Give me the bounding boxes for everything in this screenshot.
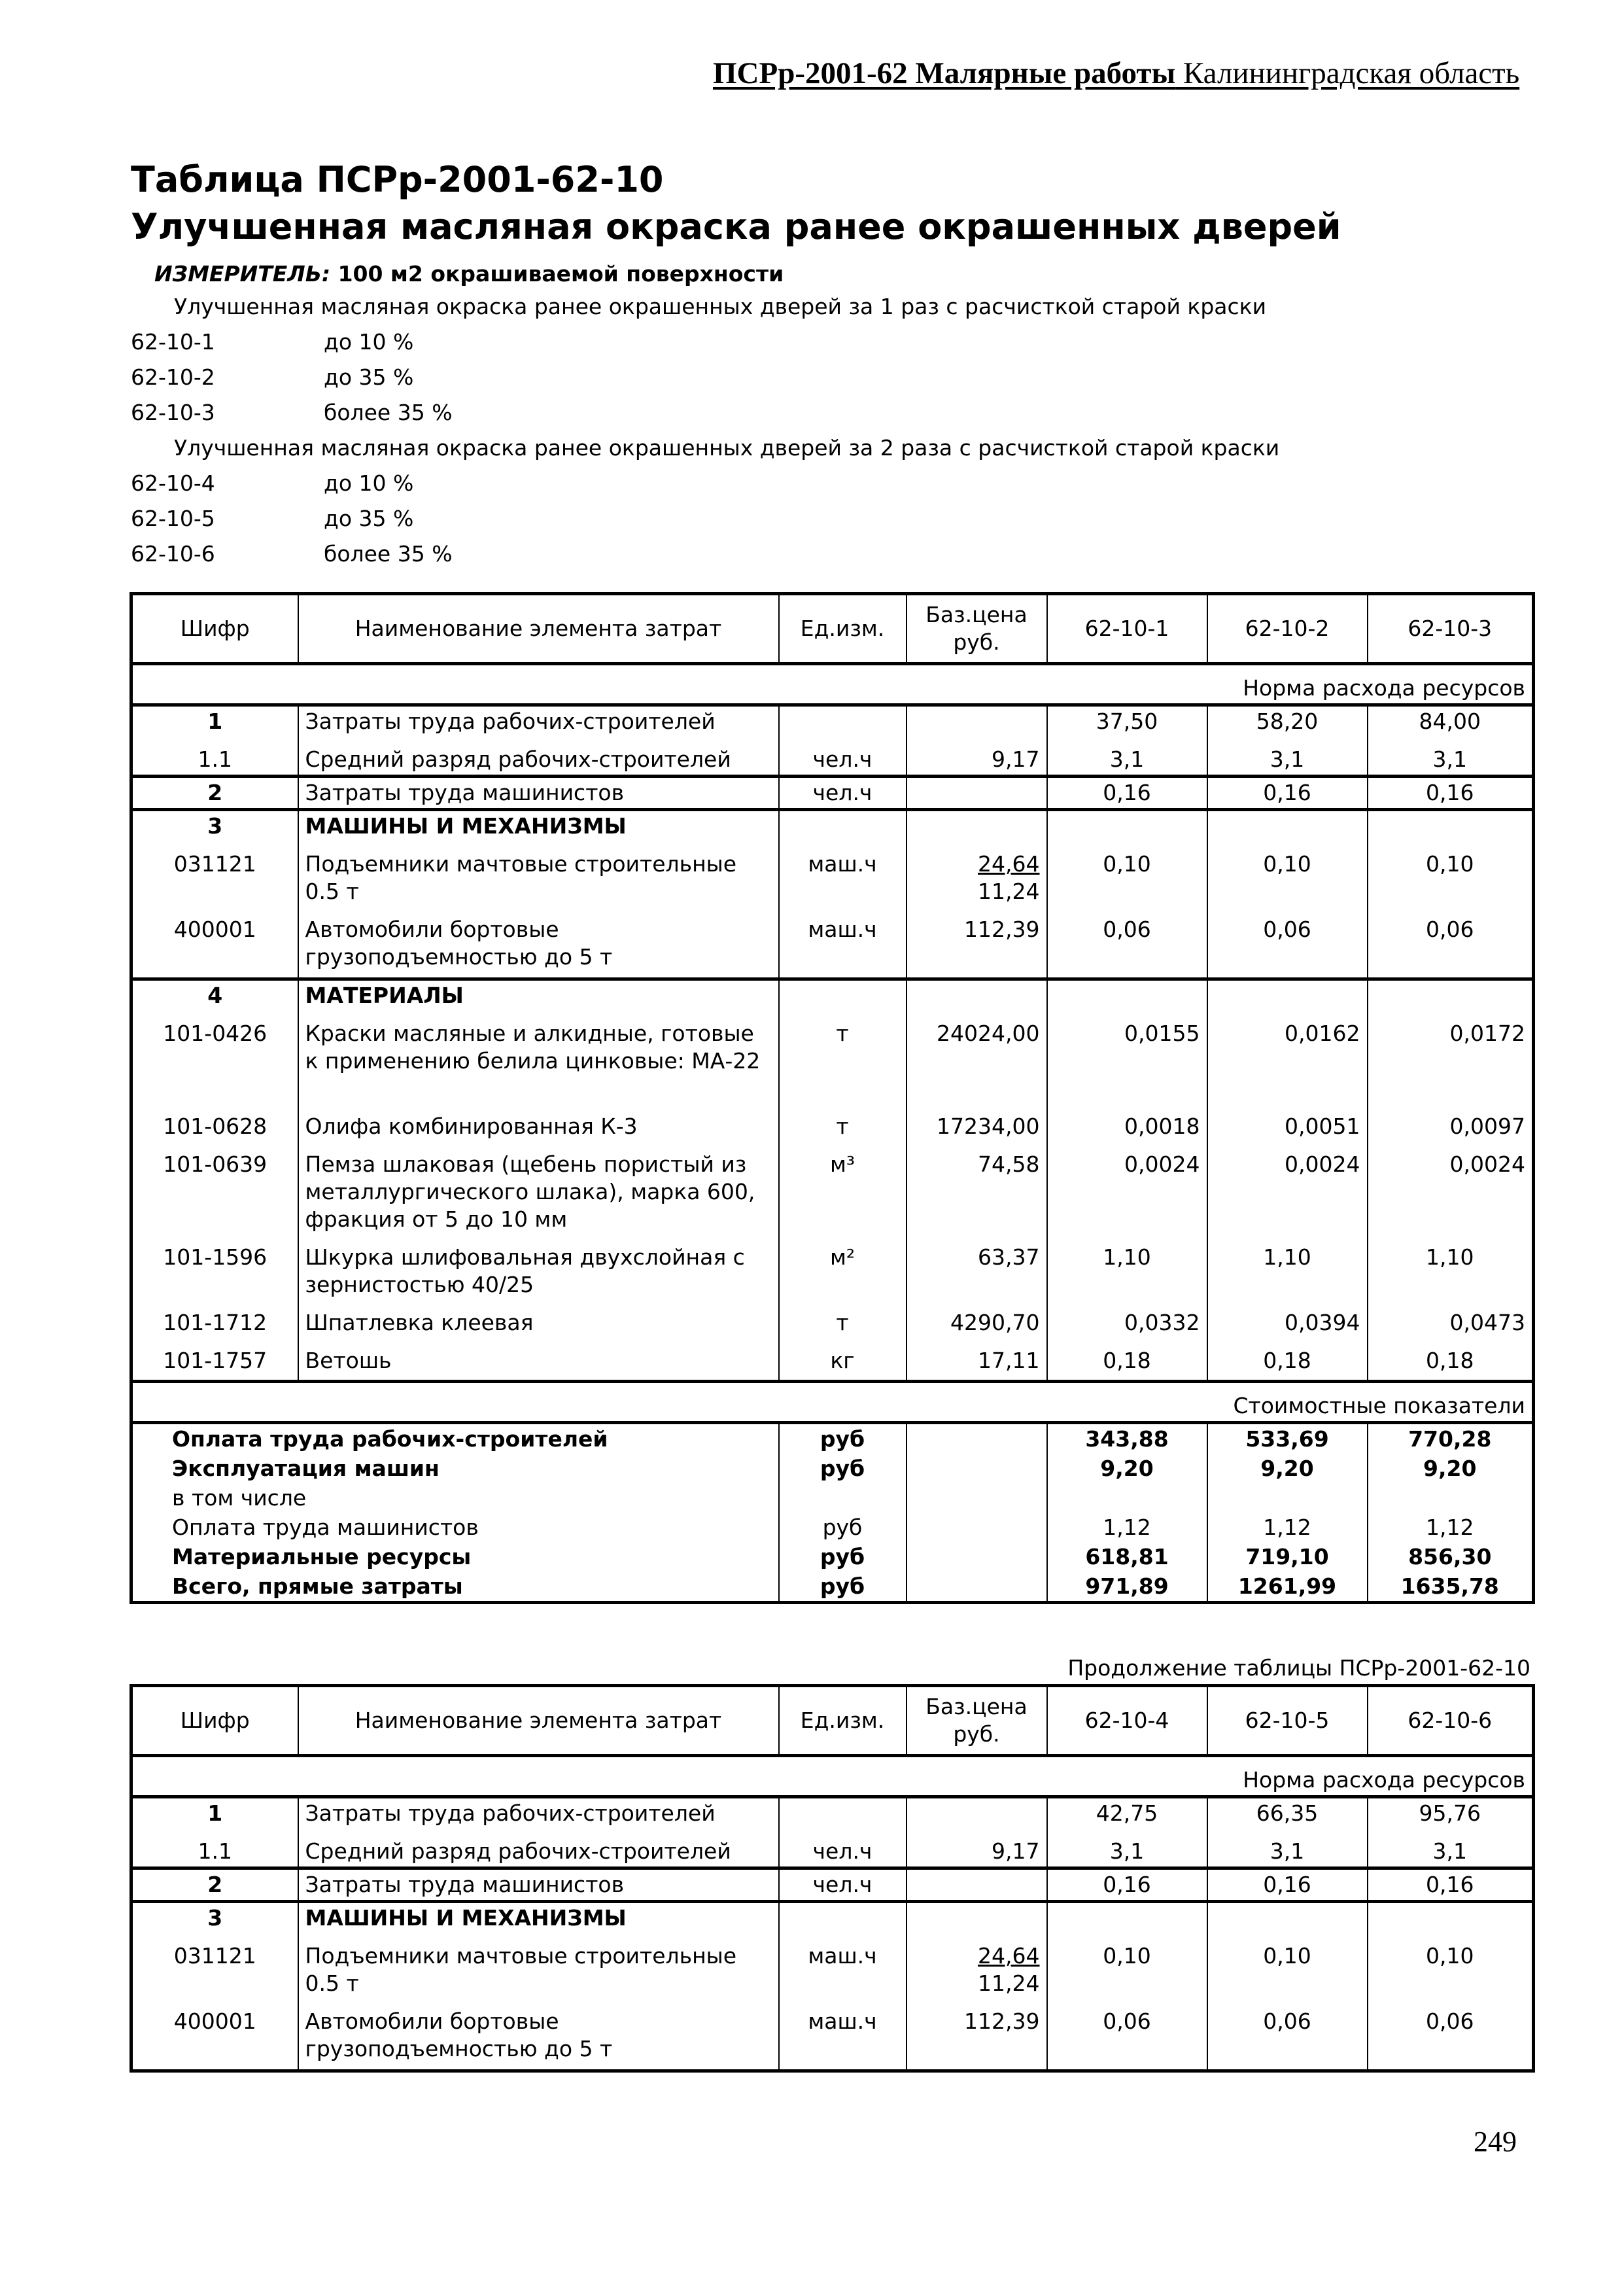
col-header-code: Шифр xyxy=(131,1686,298,1756)
section-row: 3 МАШИНЫ И МЕХАНИЗМЫ xyxy=(131,1902,1534,1934)
base-price: 24,64 xyxy=(978,1943,1040,1969)
base-price-alt: 11,24 xyxy=(978,1971,1040,1996)
norm-item: 62-10-2 до 35 % xyxy=(131,364,414,390)
col-header-norm: 62-10-3 xyxy=(1368,594,1534,664)
table-row: 101-1596 Шкурка шлифовальная двухслойная с зернистостью 40/25 м² 63,37 1,10 1,10 1,10 xyxy=(131,1235,1534,1300)
table-row: 400001 Автомобили бортовые грузоподъемностью до 5 т маш.ч 112,39 0,06 0,06 0,06 xyxy=(131,1999,1534,2071)
col-header-price: Баз.цена руб. xyxy=(907,1686,1047,1756)
col-header-price: Баз.цена руб. xyxy=(907,594,1047,664)
table-row: 031121 Подъемники мачтовые строительные 0.5 т маш.ч 24,64 11,24 0,10 0,10 0,10 xyxy=(131,841,1534,907)
section-band: Норма расхода ресурсов xyxy=(1243,675,1525,701)
running-header-series: ПСРр-2001-62 Малярные работы xyxy=(713,56,1176,90)
table-header-row xyxy=(131,594,1534,664)
measure-unit-label: ИЗМЕРИТЕЛЬ: xyxy=(154,261,331,287)
running-header-region: Калининградская область xyxy=(1183,56,1520,90)
table-row: 101-0639 Пемза шлаковая (щебень пористый из металлургического шлака), марка 600, фракция от 5 до 10 мм м³ 74,58 0,0024 0,0024 0,0024 xyxy=(131,1142,1534,1235)
table-row: 2 Затраты труда машинистов чел.ч 0,16 0,16 0,16 xyxy=(131,1868,1534,1902)
base-price-alt: 11,24 xyxy=(978,879,1040,904)
measure-unit xyxy=(154,259,784,289)
running-header xyxy=(713,55,1524,92)
work-description xyxy=(131,289,1279,572)
section-band: Стоимостные показатели xyxy=(131,1382,1534,1423)
table-row: 2 Затраты труда машинистов чел.ч 0,16 0,16 0,16 xyxy=(131,777,1534,810)
summary-row: Оплата труда машинистов руб 1,12 1,12 1,12 xyxy=(131,1513,1534,1542)
continuation-caption: Продолжение таблицы ПСРр-2001-62-10 xyxy=(1067,1655,1530,1681)
col-header-unit: Ед.изм. xyxy=(779,594,907,664)
col-header-norm: 62-10-2 xyxy=(1207,594,1368,664)
norm-item: 62-10-5 до 35 % xyxy=(131,506,414,531)
resource-table-2 xyxy=(130,1684,1535,2073)
summary-row: Материальные ресурсы руб 618,81 719,10 856,30 xyxy=(131,1542,1534,1571)
table-name-title: Улучшенная масляная окраска ранее окрашенных дверей xyxy=(131,206,1341,247)
table-row: 1.1 Средний разряд рабочих-строителей чел.ч 9,17 3,1 3,1 3,1 xyxy=(131,1829,1534,1868)
resource-table-1 xyxy=(130,592,1535,1604)
table-row: 1 Затраты труда рабочих-строителей 42,75 66,35 95,76 xyxy=(131,1797,1534,1829)
table-row: 400001 Автомобили бортовые грузоподъемностью до 5 т маш.ч 112,39 0,06 0,06 0,06 xyxy=(131,907,1534,979)
table-row: 1.1 Средний разряд рабочих-строителей чел.ч 9,17 3,1 3,1 3,1 xyxy=(131,737,1534,777)
col-header-norm: 62-10-5 xyxy=(1207,1686,1368,1756)
section-row: 4 МАТЕРИАЛЫ xyxy=(131,979,1534,1011)
col-header-name: Наименование элемента затрат xyxy=(298,1686,779,1756)
summary-row: Эксплуатация машин руб 9,20 9,20 9,20 xyxy=(131,1454,1534,1483)
norm-item: 62-10-4 до 10 % xyxy=(131,470,414,496)
norm-item: 62-10-6 более 35 % xyxy=(131,541,453,567)
table-header-row xyxy=(131,1686,1534,1756)
section-row: 3 МАШИНЫ И МЕХАНИЗМЫ xyxy=(131,810,1534,842)
table-row: 101-0628 Олифа комбинированная К-3 т 17234,00 0,0018 0,0051 0,0097 xyxy=(131,1104,1534,1142)
page-number: 249 xyxy=(1474,2126,1517,2158)
table-row: 1 Затраты труда рабочих-строителей 37,50 58,20 84,00 xyxy=(131,705,1534,737)
group-2-description: Улучшенная масляная окраска ранее окрашенных дверей за 2 раза с расчисткой старой краски xyxy=(174,435,1280,461)
section-band: Норма расхода ресурсов xyxy=(1243,1767,1525,1793)
col-header-norm: 62-10-4 xyxy=(1047,1686,1207,1756)
norm-item: 62-10-3 более 35 % xyxy=(131,400,453,425)
table-id-title: Таблица ПСРр-2001-62-10 xyxy=(131,159,664,200)
col-header-norm: 62-10-1 xyxy=(1047,594,1207,664)
col-header-norm: 62-10-6 xyxy=(1368,1686,1534,1756)
table-row: 101-1712 Шпатлевка клеевая т 4290,70 0,0332 0,0394 0,0473 xyxy=(131,1300,1534,1338)
table-row: 101-1757 Ветошь кг 17,11 0,18 0,18 0,18 xyxy=(131,1338,1534,1382)
col-header-unit: Ед.изм. xyxy=(779,1686,907,1756)
base-price: 24,64 xyxy=(978,851,1040,877)
group-1-description: Улучшенная масляная окраска ранее окрашенных дверей за 1 раз с расчисткой старой краски xyxy=(174,294,1267,319)
col-header-name: Наименование элемента затрат xyxy=(298,594,779,664)
summary-row: в том числе xyxy=(131,1483,1534,1513)
summary-row-total: Всего, прямые затраты руб 971,89 1261,99 1635,78 xyxy=(131,1571,1534,1603)
col-header-code: Шифр xyxy=(131,594,298,664)
measure-unit-value: 100 м2 окрашиваемой поверхности xyxy=(337,261,784,287)
table-row: 101-0426 Краски масляные и алкидные, готовые к применению белила цинковые: МА-22 т 24024,00 0,0155 0,0162 0,0172 xyxy=(131,1011,1534,1104)
table-row: 031121 Подъемники мачтовые строительные 0.5 т маш.ч 24,64 11,24 0,10 0,10 0,10 xyxy=(131,1933,1534,1999)
norm-item: 62-10-1 до 10 % xyxy=(131,329,414,355)
summary-row: Оплата труда рабочих-строителей руб 343,88 533,69 770,28 xyxy=(131,1423,1534,1454)
